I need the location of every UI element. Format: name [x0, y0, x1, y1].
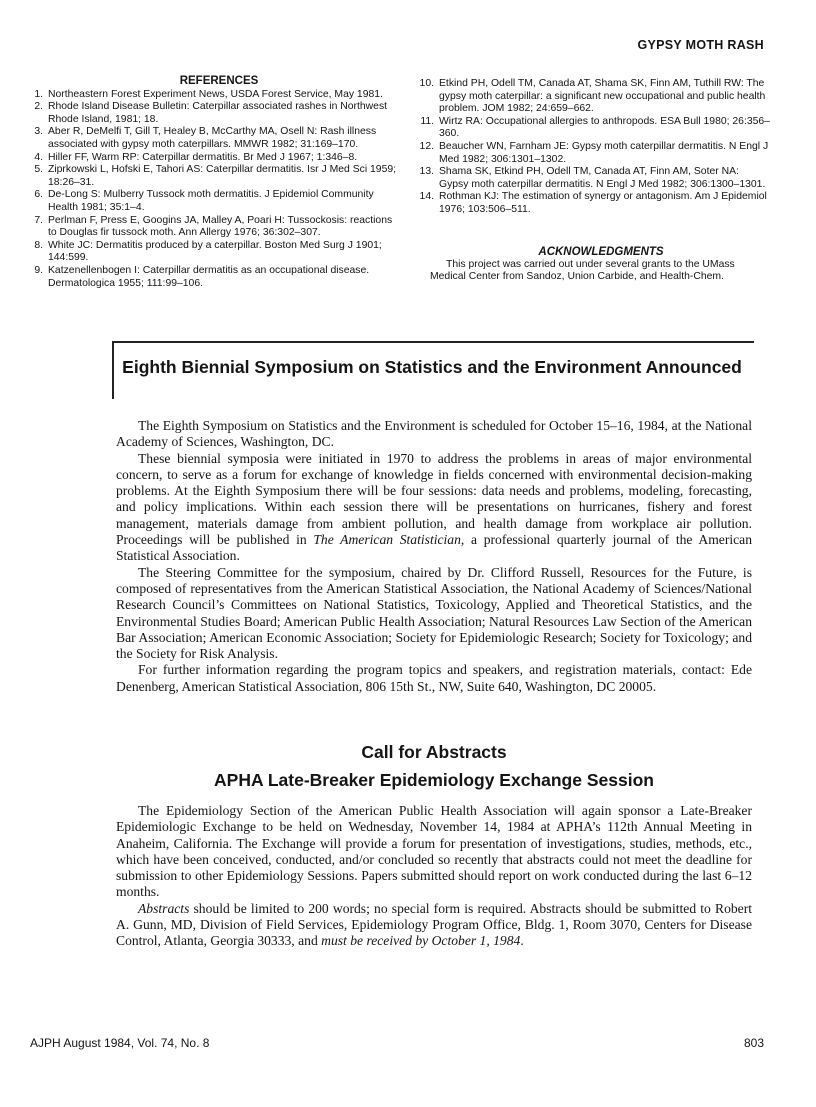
reference-item: [28, 164, 400, 189]
reference-text: Rothman KJ: The estimation of synergy or antagonism. Am J Epidemiol 1976; 103:506–511.: [439, 191, 767, 215]
reference-item: [419, 166, 771, 191]
reference-number: 13.: [419, 166, 434, 178]
reference-text: Ziprkowski L, Hofski E, Tahori AS: Caterpillar dermatitis. Isr J Med Sci 1959; 18:26–31.: [48, 164, 397, 188]
references-heading: REFERENCES: [179, 75, 259, 87]
reference-text: Etkind PH, Odell TM, Canada AT, Shama SK, Finn AM, Tuthill RW: The gypsy moth caterpillar: a significant new occupational and public health problem. JOM 1982; 24:659–662.: [439, 78, 766, 115]
acknowledgments-body: This project was carried out under several grants to the UMass Medical Center from Sandoz, Union Carbide, and Health-Chem.: [430, 258, 735, 283]
paragraph-text: should be limited to 200 words; no special form is required. Abstracts should be submitted to Robert A. Gunn, MD, Division of Field Services, Epidemiology Program Office, Bldg. 1, Room 3070, Centers for Disease Control, Atlanta, Georgia 30333, and: [116, 900, 752, 949]
reference-number: 10.: [419, 78, 434, 89]
reference-number: 11.: [420, 115, 434, 127]
running-head: GYPSY MOTH RASH: [637, 38, 764, 52]
reference-item: [28, 126, 400, 151]
call-for-abstracts-title: [116, 738, 752, 794]
call-for-abstracts-body: [116, 803, 752, 950]
reference-text: Shama SK, Etkind PH, Odell TM, Canada AT, Finn AM, Soter NA: Gypsy moth caterpillar dermatitis. N Engl J Med 1982; 306:1300–1301.: [439, 166, 766, 190]
reference-text: Katzenellenbogen I: Caterpillar dermatitis as an occupational disease. Dermatologica 1955; 111:99–106.: [48, 264, 370, 289]
reference-text: Hiller FF, Warm RP: Caterpillar dermatitis. Br Med J 1967; 1:346–8.: [48, 151, 358, 163]
reference-text: Wirtz RA: Occupational allergies to anthropods. ESA Bull 1980; 26:356–360.: [439, 115, 770, 140]
reference-number: 4.: [34, 151, 43, 163]
reference-text: Northeastern Forest Experiment News, USDA Forest Service, May 1981.: [48, 88, 383, 100]
footer-page-number: 803: [743, 1036, 764, 1050]
symposium-paragraph: [116, 451, 752, 565]
reference-number: 8.: [34, 239, 43, 251]
reference-number: 6.: [34, 189, 43, 201]
acknowledgments-section: [430, 246, 772, 284]
reference-item: [28, 240, 400, 265]
reference-item: [28, 89, 400, 102]
symposium-paragraph: The Eighth Symposium on Statistics and the Environment is scheduled for October 15–16, 1984, at the National Academy of Sciences, Washington, DC.: [116, 418, 752, 450]
reference-text: Aber R, DeMelfi T, Gill T, Healey B, McCarthy MA, Osell N: Rash illness associated with gypsy moth caterpillars. MMWR 1982; 31:169–170.: [48, 126, 377, 150]
reference-text: Beaucher WN, Farnham JE: Gypsy moth caterpillar dermatitis. N Engl J Med 1982; 306:1301–1302.: [439, 140, 769, 165]
reference-item: [419, 78, 771, 116]
reference-number: 14.: [419, 191, 434, 203]
reference-item: [419, 141, 771, 166]
deadline-text: must be received by October 1, 1984: [321, 933, 521, 949]
reference-text: Rhode Island Disease Bulletin: Caterpillar associated rashes in Northwest Rhode Island, 1981; 18.: [48, 101, 388, 125]
symposium-paragraph: For further information regarding the program topics and speakers, and registration materials, contact: Ede Denenberg, American Statistical Association, 806 15th St., NW, Suite 640, Washington, DC 20005.: [116, 662, 752, 694]
reference-text: De-Long S: Mulberry Tussock moth dermatitis. J Epidemiol Community Health 1981; 35:1–4.: [48, 189, 374, 213]
abstracts-lead-word: Abstracts: [138, 900, 190, 916]
reference-number: 9.: [34, 264, 43, 276]
reference-item: [419, 116, 771, 141]
reference-item: [419, 191, 771, 216]
symposium-body: [116, 418, 752, 695]
reference-number: 7.: [34, 214, 43, 226]
reference-number: 5.: [34, 164, 43, 176]
paragraph-text: .: [520, 933, 524, 949]
reference-item: [28, 265, 400, 290]
journal-title: The American Statistician: [313, 532, 461, 548]
reference-item: [28, 215, 400, 240]
references-right-column: [419, 78, 771, 217]
paragraph-text: , a professional quarterly journal of the American Statistical Association.: [116, 532, 752, 564]
reference-number: 12.: [419, 140, 434, 152]
symposium-title: Eighth Biennial Symposium on Statistics and the Environment Announced: [122, 357, 742, 377]
reference-item: [28, 101, 400, 126]
symposium-paragraph: The Steering Committee for the symposium, chaired by Dr. Clifford Russell, Resources for the Future, is composed of representatives from the American Statistical Association, the National Academy of Sciences/National Research Council’s Committees on National Statistics, Toxicology, Applied and Theoretical Statistics, and the Environmental Studies Board; American Public Health Association; Natural Resources Law Section of the American Bar Association; American Economic Association; Society for Epidemiologic Research; Society for Toxicology; and the Society for Risk Analysis.: [116, 564, 752, 662]
references-left-column: [28, 75, 400, 290]
footer-journal-info: AJPH August 1984, Vol. 74, No. 8: [30, 1036, 210, 1050]
call-for-abstracts-heading: Call for Abstracts: [361, 742, 507, 762]
reference-list-left: [28, 89, 400, 291]
call-for-abstracts-paragraph: [116, 901, 752, 950]
call-for-abstracts-paragraph: The Epidemiology Section of the American Public Health Association will again sponsor a Late-Breaker Epidemiologic Exchange to be held on Wednesday, November 14, 1984 at APHA’s 112th Annual Meeting in Anaheim, California. The Exchange will provide a forum for presentation of investigations, studies, methods, etc., which have been conceived, conducted, and/or concluded so recently that abstracts could not meet the deadline for submission to other Epidemiology Sessions. Papers submitted should report on work conducted during the last 6–12 months.: [116, 803, 752, 900]
reference-text: White JC: Dermatitis produced by a caterpillar. Boston Med Surg J 1901; 144:599.: [48, 239, 382, 264]
reference-number: 1.: [34, 88, 43, 100]
acknowledgments-heading: ACKNOWLEDGMENTS: [538, 246, 664, 258]
reference-number: 2.: [34, 101, 43, 113]
call-for-abstracts-subheading: APHA Late-Breaker Epidemiology Exchange Session: [214, 770, 654, 790]
reference-text: Perlman F, Press E, Googins JA, Malley A, Poari H: Tussockosis: reactions to Douglas fir tussock moth. Ann Allergy 1976; 36:302–307.: [48, 214, 393, 239]
reference-number: 3.: [34, 126, 43, 138]
reference-item: [28, 189, 400, 214]
reference-item: [28, 152, 400, 165]
paragraph-text: These biennial symposia were initiated in 1970 to address the problems in areas of major environmental concern, to serve as a forum for exchange of knowledge in fields concerned with environmental decision-making problems. At the Eighth Symposium there will be four sessions: data needs and problems, modeling, forecasting, and policy implications. Within each session there will be presentations on hurricanes, fishery and forest management, materials damage from ambient pollution, and health damage from workplace air pollution. Proceedings will be published in: [116, 450, 752, 548]
